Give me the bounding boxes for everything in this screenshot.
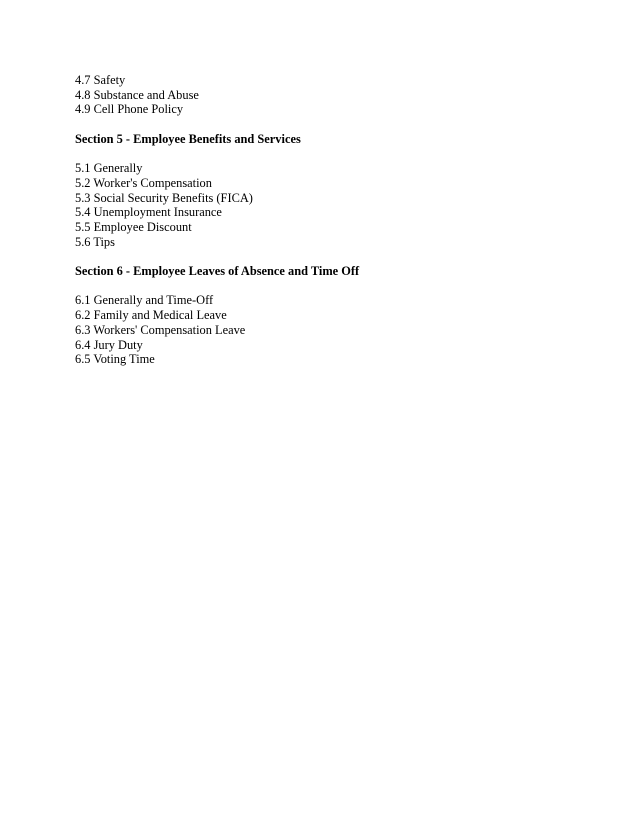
- toc-item-5-2: 5.2 Worker's Compensation: [75, 175, 212, 190]
- table-of-contents: [75, 73, 575, 367]
- section6-block: [75, 264, 575, 367]
- toc-item-6-4: 6.4 Jury Duty: [75, 337, 143, 352]
- spacer: [75, 249, 575, 264]
- toc-item-5-5: 5.5 Employee Discount: [75, 220, 192, 234]
- toc-item-4-9: 4.9 Cell Phone Policy: [75, 102, 184, 117]
- section5-heading: Section 5 - Employee Benefits and Services: [75, 131, 301, 146]
- toc-item-6-3: 6.3 Workers' Compensation Leave: [75, 322, 246, 337]
- toc-item-5-6: 5.6 Tips: [75, 234, 115, 249]
- spacer: [75, 147, 575, 162]
- toc-item-5-4: 5.4 Unemployment Insurance: [75, 205, 222, 220]
- section5-block: [75, 132, 575, 250]
- toc-item-5-1: 5.1 Generally: [75, 161, 143, 176]
- toc-item-6-5: 6.5 Voting Time: [75, 352, 155, 367]
- spacer: [75, 279, 575, 294]
- toc-item-6-1: 6.1 Generally and Time-Off: [75, 293, 214, 308]
- section6-heading: Section 6 - Employee Leaves of Absence and Time Off: [75, 264, 360, 279]
- toc-item-6-2: 6.2 Family and Medical Leave: [75, 308, 227, 323]
- spacer: [75, 117, 575, 132]
- toc-item-4-7: 4.7 Safety: [75, 73, 126, 87]
- toc-item-5-3: 5.3 Social Security Benefits (FICA): [75, 190, 253, 205]
- section4-continued-list: [75, 73, 575, 117]
- toc-item-4-8: 4.8 Substance and Abuse: [75, 87, 199, 102]
